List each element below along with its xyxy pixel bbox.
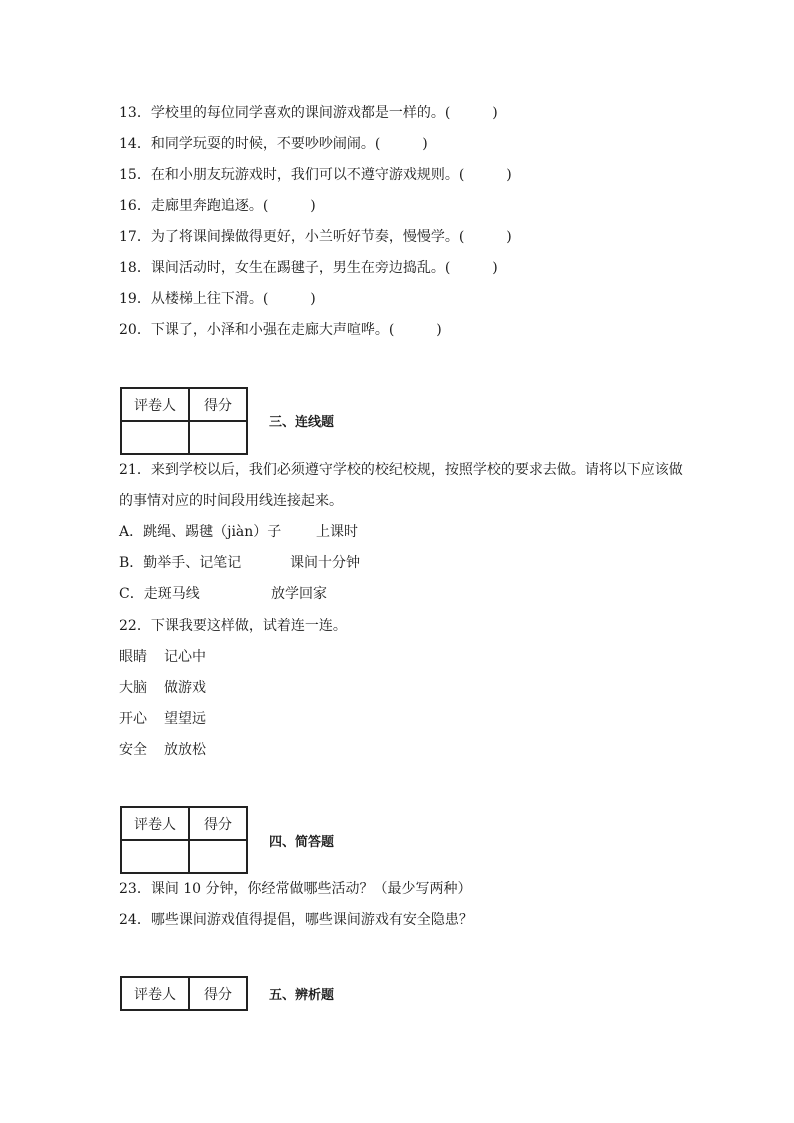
match-left-c: C．走斑马线 [119, 586, 200, 602]
match-left-4: 安全 [119, 742, 147, 758]
score-table [120, 387, 248, 455]
question-number: 20． [119, 322, 151, 338]
question-13 [119, 104, 498, 122]
question-23: 23．课间 10 分钟，你经常做哪些活动？（最少写两种） [119, 881, 472, 897]
grader-header: 评卷人 [121, 388, 189, 421]
section-title-matching: 三、连线题 [269, 415, 335, 430]
match-left-a: A．跳绳、踢毽（jiàn）子 [119, 524, 282, 540]
grader-header: 评卷人 [121, 807, 189, 840]
score-table [120, 806, 248, 874]
question-number: 15． [119, 167, 151, 183]
score-header: 得分 [189, 977, 247, 1010]
match-left-b: B．勤举手、记笔记 [119, 555, 242, 571]
question-18 [119, 259, 498, 277]
question-text: 走廊里奔跑追逐。( ) [150, 198, 316, 214]
match-left-3: 开心 [119, 711, 147, 727]
question-text: 学校里的每位同学喜欢的课间游戏都是一样的。( ) [150, 105, 498, 121]
match-left-2: 大脑 [119, 680, 147, 696]
question-19 [119, 290, 316, 308]
question-15 [119, 166, 512, 184]
question-text: 下课了，小泽和小强在走廊大声喧哗。( ) [150, 322, 442, 338]
question-20 [119, 321, 442, 339]
score-cell[interactable] [189, 840, 247, 873]
match-right-3: 放学回家 [271, 586, 327, 602]
match-right-1: 上课时 [316, 524, 358, 540]
question-16 [119, 197, 316, 215]
question-14 [119, 135, 428, 153]
section-title-short-answer: 四、简答题 [269, 835, 335, 850]
question-text: 为了将课间操做得更好，小兰听好节奏，慢慢学。( ) [150, 229, 512, 245]
score-cell[interactable] [189, 421, 247, 454]
grader-header: 评卷人 [121, 977, 189, 1010]
match-left-1: 眼睛 [119, 649, 147, 665]
question-number: 18． [119, 260, 151, 276]
score-header: 得分 [189, 388, 247, 421]
question-number: 13． [119, 105, 151, 121]
score-header: 得分 [189, 807, 247, 840]
question-21-line1: 21．来到学校以后，我们必须遵守学校的校纪校规，按照学校的要求去做。请将以下应该做 [119, 462, 683, 478]
question-17 [119, 228, 512, 246]
question-text: 从楼梯上往下滑。( ) [150, 291, 316, 307]
question-number: 14． [119, 136, 151, 152]
grader-cell[interactable] [121, 421, 189, 454]
question-21-line2: 的事情对应的时间段用线连接起来。 [119, 493, 343, 509]
score-table [120, 976, 248, 1011]
question-22: 22．下课我要这样做，试着连一连。 [119, 618, 347, 634]
match-right-3: 望望远 [164, 711, 206, 727]
match-right-2: 做游戏 [164, 680, 206, 696]
question-24: 24．哪些课间游戏值得提倡，哪些课间游戏有安全隐患？ [119, 912, 473, 928]
question-number: 19． [119, 291, 151, 307]
match-right-2: 课间十分钟 [290, 555, 360, 571]
grader-cell[interactable] [121, 840, 189, 873]
match-right-4: 放放松 [164, 742, 206, 758]
question-text: 课间活动时，女生在踢毽子，男生在旁边捣乱。( ) [150, 260, 498, 276]
question-text: 在和小朋友玩游戏时，我们可以不遵守游戏规则。( ) [150, 167, 512, 183]
question-number: 16． [119, 198, 151, 214]
match-right-1: 记心中 [164, 649, 206, 665]
question-text: 和同学玩耍的时候，不要吵吵闹闹。( ) [150, 136, 428, 152]
section-title-analysis: 五、辨析题 [269, 988, 335, 1003]
question-number: 17． [119, 229, 151, 245]
